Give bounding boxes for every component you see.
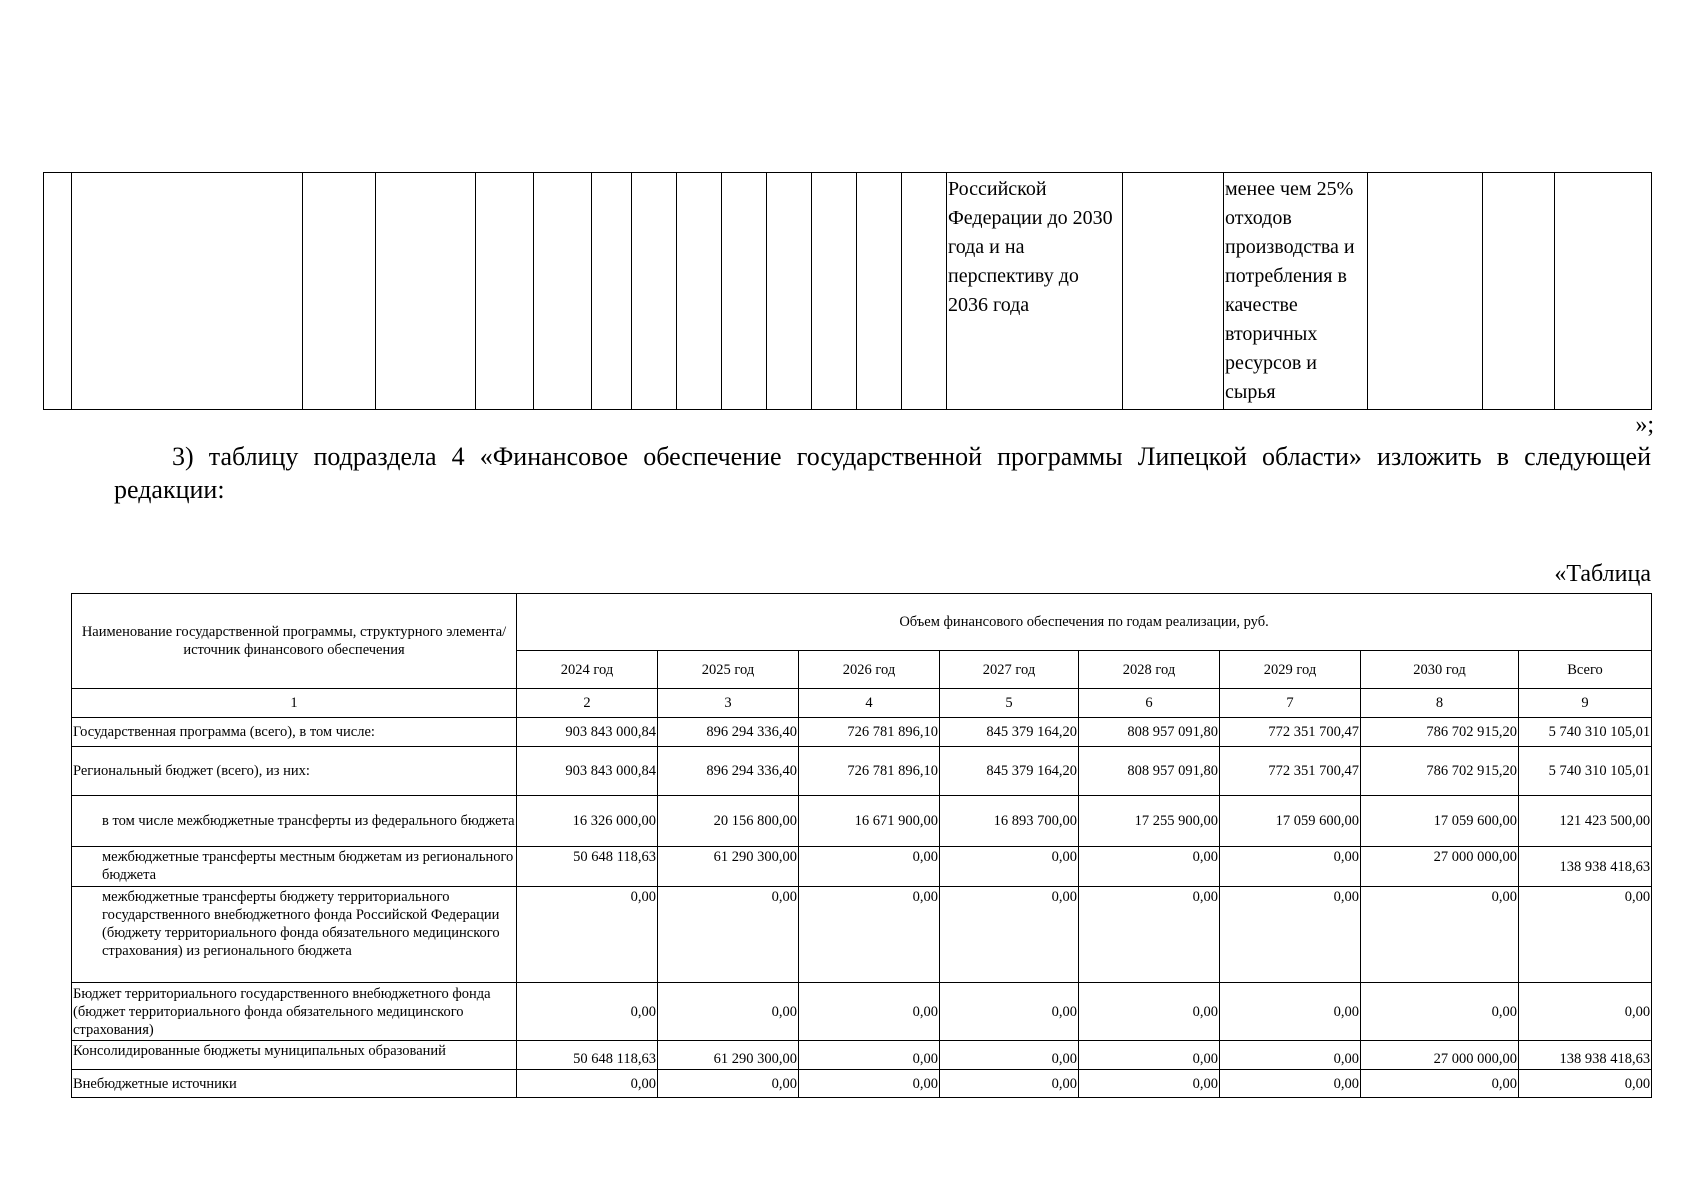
empty-cell <box>857 173 902 410</box>
column-number: 4 <box>799 689 940 718</box>
row-name: Бюджет территориального государственного внебюджетного фонда (бюджет территориального фонда обязательного медицинского страхования) <box>72 983 517 1041</box>
empty-cell <box>812 173 857 410</box>
column-number: 8 <box>1361 689 1519 718</box>
table-caption: «Таблица <box>1554 561 1651 587</box>
column-number: 6 <box>1079 689 1220 718</box>
amount-cell: 0,00 <box>1361 983 1519 1041</box>
header-row <box>72 594 1652 651</box>
amount-cell: 27 000 000,00 <box>1361 847 1519 887</box>
amount-cell: 61 290 300,00 <box>658 847 799 887</box>
amount-cell: 808 957 091,80 <box>1079 718 1220 747</box>
empty-cell <box>677 173 722 410</box>
total-cell: 0,00 <box>1519 983 1652 1041</box>
total-cell: 5 740 310 105,01 <box>1519 747 1652 796</box>
column-number-row <box>72 689 1652 718</box>
total-cell: 5 740 310 105,01 <box>1519 718 1652 747</box>
amount-cell: 0,00 <box>517 1070 658 1098</box>
amount-cell: 0,00 <box>1079 983 1220 1041</box>
empty-cell <box>1483 173 1555 410</box>
row-name: Государственная программа (всего), в том числе: <box>72 718 517 747</box>
amount-cell: 772 351 700,47 <box>1220 747 1361 796</box>
amount-cell: 0,00 <box>1220 1070 1361 1098</box>
amount-cell: 903 843 000,84 <box>517 747 658 796</box>
continuation-table <box>43 172 1652 410</box>
amount-cell: 726 781 896,10 <box>799 718 940 747</box>
volume-header: Объем финансового обеспечения по годам реализации, руб. <box>517 594 1652 651</box>
empty-cell <box>534 173 592 410</box>
amount-cell: 726 781 896,10 <box>799 747 940 796</box>
empty-cell <box>1555 173 1652 410</box>
column-number: 5 <box>940 689 1079 718</box>
amount-cell: 0,00 <box>940 983 1079 1041</box>
total-cell: 138 938 418,63 <box>1519 1041 1652 1070</box>
amount-cell: 0,00 <box>940 887 1079 983</box>
amount-cell: 0,00 <box>1220 1041 1361 1070</box>
amount-cell: 17 255 900,00 <box>1079 796 1220 847</box>
amount-cell: 845 379 164,20 <box>940 718 1079 747</box>
amount-cell: 0,00 <box>799 1070 940 1098</box>
empty-cell <box>303 173 376 410</box>
amount-cell: 0,00 <box>1079 1041 1220 1070</box>
amount-cell: 0,00 <box>517 887 658 983</box>
strategy-text-cell: Российской Федерации до 2030 года и на перспективу до 2036 года <box>947 173 1123 410</box>
amount-cell: 0,00 <box>517 983 658 1041</box>
column-number: 3 <box>658 689 799 718</box>
amount-cell: 0,00 <box>799 1041 940 1070</box>
amount-cell: 50 648 118,63 <box>517 847 658 887</box>
row-name: Внебюджетные источники <box>72 1070 517 1098</box>
table-row <box>72 887 1652 983</box>
amount-cell: 50 648 118,63 <box>517 1041 658 1070</box>
empty-cell <box>476 173 534 410</box>
column-number: 9 <box>1519 689 1652 718</box>
amount-cell: 17 059 600,00 <box>1361 796 1519 847</box>
year-header: 2028 год <box>1079 651 1220 689</box>
table-row <box>72 983 1652 1041</box>
amendment-paragraph <box>114 440 1651 506</box>
amount-cell: 0,00 <box>1079 847 1220 887</box>
column-number: 2 <box>517 689 658 718</box>
empty-cell <box>44 173 72 410</box>
amount-cell: 0,00 <box>940 1041 1079 1070</box>
continuation-row <box>44 173 1652 410</box>
amount-cell: 0,00 <box>940 1070 1079 1098</box>
amount-cell: 0,00 <box>799 983 940 1041</box>
row-name: в том числе межбюджетные трансферты из федерального бюджета <box>72 796 517 847</box>
amount-cell: 896 294 336,40 <box>658 747 799 796</box>
year-header: 2025 год <box>658 651 799 689</box>
year-header: 2027 год <box>940 651 1079 689</box>
amount-cell: 61 290 300,00 <box>658 1041 799 1070</box>
total-cell: 0,00 <box>1519 1070 1652 1098</box>
amendment-text: 3) таблицу подраздела 4 «Финансовое обеспечение государственной программы Липецкой области» изложить в следующей редакции: <box>114 442 1651 504</box>
amount-cell: 0,00 <box>658 1070 799 1098</box>
amount-cell: 786 702 915,20 <box>1361 718 1519 747</box>
year-header: 2030 год <box>1361 651 1519 689</box>
total-cell: 0,00 <box>1519 887 1652 983</box>
total-header: Всего <box>1519 651 1652 689</box>
total-cell: 138 938 418,63 <box>1519 847 1652 887</box>
amount-cell: 0,00 <box>1361 1070 1519 1098</box>
amount-cell: 0,00 <box>1361 887 1519 983</box>
row-name: межбюджетные трансферты бюджету территориального государственного внебюджетного фонда Российской Федерации (бюджету территориального фонда обязательного медицинского страхования) из регионального бюджета <box>72 887 517 983</box>
amount-cell: 20 156 800,00 <box>658 796 799 847</box>
row-name: межбюджетные трансферты местным бюджетам из регионального бюджета <box>72 847 517 887</box>
empty-cell <box>722 173 767 410</box>
table-row <box>72 1070 1652 1098</box>
amount-cell: 17 059 600,00 <box>1220 796 1361 847</box>
amount-cell: 0,00 <box>1079 1070 1220 1098</box>
empty-cell <box>376 173 476 410</box>
total-cell: 121 423 500,00 <box>1519 796 1652 847</box>
table-row <box>72 1041 1652 1070</box>
table-row <box>72 718 1652 747</box>
amount-cell: 0,00 <box>799 887 940 983</box>
amount-cell: 0,00 <box>1079 887 1220 983</box>
empty-cell <box>902 173 947 410</box>
amount-cell: 0,00 <box>1220 983 1361 1041</box>
amount-cell: 903 843 000,84 <box>517 718 658 747</box>
empty-cell <box>592 173 632 410</box>
amount-cell: 808 957 091,80 <box>1079 747 1220 796</box>
amount-cell: 0,00 <box>1220 847 1361 887</box>
amount-cell: 16 326 000,00 <box>517 796 658 847</box>
column-number: 7 <box>1220 689 1361 718</box>
amount-cell: 845 379 164,20 <box>940 747 1079 796</box>
empty-cell <box>632 173 677 410</box>
amount-cell: 0,00 <box>658 887 799 983</box>
amount-cell: 0,00 <box>940 847 1079 887</box>
table-row <box>72 796 1652 847</box>
amount-cell: 16 893 700,00 <box>940 796 1079 847</box>
amount-cell: 0,00 <box>1220 887 1361 983</box>
closing-quote: »; <box>1635 412 1654 438</box>
row-name: Региональный бюджет (всего), из них: <box>72 747 517 796</box>
amount-cell: 772 351 700,47 <box>1220 718 1361 747</box>
amount-cell: 786 702 915,20 <box>1361 747 1519 796</box>
amount-cell: 16 671 900,00 <box>799 796 940 847</box>
empty-cell <box>1368 173 1483 410</box>
indicator-text-cell: менее чем 25% отходов производства и потребления в качестве вторичных ресурсов и сырья <box>1224 173 1368 410</box>
table-row <box>72 847 1652 887</box>
empty-cell <box>767 173 812 410</box>
table-row <box>72 747 1652 796</box>
name-header: Наименование государственной программы, структурного элемента/источник финансового обеспечения <box>72 594 517 689</box>
column-number: 1 <box>72 689 517 718</box>
year-header: 2029 год <box>1220 651 1361 689</box>
amount-cell: 27 000 000,00 <box>1361 1041 1519 1070</box>
row-name: Консолидированные бюджеты муниципальных образований <box>72 1041 517 1070</box>
amount-cell: 896 294 336,40 <box>658 718 799 747</box>
empty-cell <box>1123 173 1224 410</box>
year-header: 2026 год <box>799 651 940 689</box>
amount-cell: 0,00 <box>799 847 940 887</box>
amount-cell: 0,00 <box>658 983 799 1041</box>
finance-table <box>71 593 1652 1098</box>
year-header: 2024 год <box>517 651 658 689</box>
empty-cell <box>72 173 303 410</box>
